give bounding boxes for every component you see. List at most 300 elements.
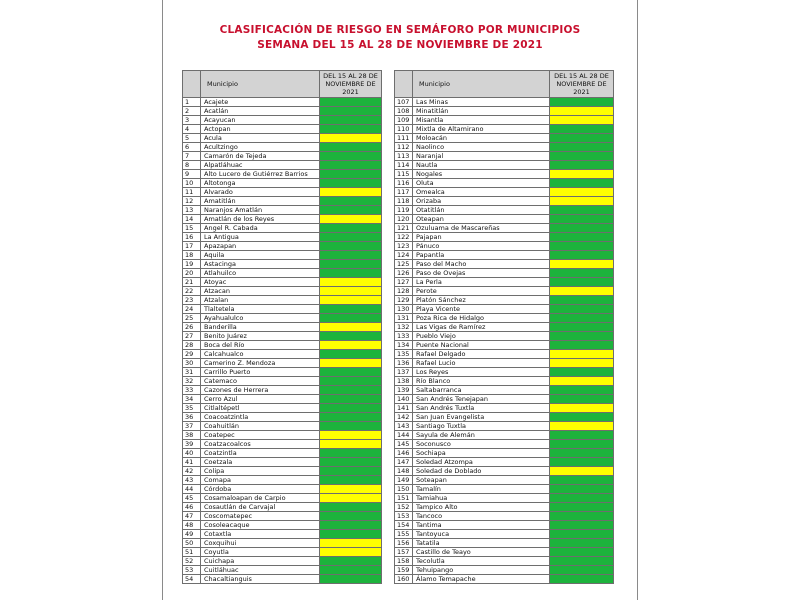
table-row bbox=[395, 260, 614, 269]
row-number: 131 bbox=[395, 314, 413, 323]
table-row bbox=[183, 224, 382, 233]
semaforo-cell bbox=[320, 503, 382, 512]
municipio-name: Río Blanco bbox=[413, 377, 550, 386]
table-row bbox=[183, 287, 382, 296]
municipio-name: Coacoatzintla bbox=[201, 413, 320, 422]
municipio-name: Soconusco bbox=[413, 440, 550, 449]
municipio-name: Atlahuilco bbox=[201, 269, 320, 278]
table-row bbox=[183, 152, 382, 161]
semaforo-cell bbox=[320, 386, 382, 395]
municipio-name: Atoyac bbox=[201, 278, 320, 287]
semaforo-cell bbox=[320, 539, 382, 548]
municipio-name: Tamiahua bbox=[413, 494, 550, 503]
row-number: 12 bbox=[183, 197, 201, 206]
table-row bbox=[183, 197, 382, 206]
municipio-name: Acayucan bbox=[201, 116, 320, 125]
table-row bbox=[395, 125, 614, 134]
row-number: 25 bbox=[183, 314, 201, 323]
semaforo-cell bbox=[550, 107, 614, 116]
row-number: 145 bbox=[395, 440, 413, 449]
semaforo-cell bbox=[320, 98, 382, 107]
semaforo-cell bbox=[320, 404, 382, 413]
semaforo-cell bbox=[550, 422, 614, 431]
table-row bbox=[395, 404, 614, 413]
row-number: 7 bbox=[183, 152, 201, 161]
row-number: 8 bbox=[183, 161, 201, 170]
semaforo-cell bbox=[550, 188, 614, 197]
row-number: 16 bbox=[183, 233, 201, 242]
semaforo-cell bbox=[320, 476, 382, 485]
semaforo-cell bbox=[320, 458, 382, 467]
municipio-name: Cuichapa bbox=[201, 557, 320, 566]
row-number: 42 bbox=[183, 467, 201, 476]
table-row bbox=[395, 296, 614, 305]
municipio-name: Pajapan bbox=[413, 233, 550, 242]
table-row bbox=[183, 179, 382, 188]
semaforo-cell bbox=[550, 440, 614, 449]
row-number: 118 bbox=[395, 197, 413, 206]
municipio-name: Tecolutla bbox=[413, 557, 550, 566]
semaforo-cell bbox=[320, 206, 382, 215]
municipio-name: Ayahualulco bbox=[201, 314, 320, 323]
municipio-name: Nautla bbox=[413, 161, 550, 170]
semaforo-cell bbox=[320, 287, 382, 296]
semaforo-cell bbox=[320, 575, 382, 584]
table-row bbox=[395, 503, 614, 512]
table-row bbox=[395, 566, 614, 575]
table-header-row bbox=[395, 71, 614, 98]
semaforo-cell bbox=[550, 278, 614, 287]
table-row bbox=[395, 287, 614, 296]
table-row bbox=[183, 422, 382, 431]
municipio-name: Coatzacoalcos bbox=[201, 440, 320, 449]
municipio-name: Soteapan bbox=[413, 476, 550, 485]
municipio-name: Tlaltetela bbox=[201, 305, 320, 314]
page-border-right bbox=[637, 0, 638, 600]
table-row bbox=[395, 548, 614, 557]
row-number: 33 bbox=[183, 386, 201, 395]
municipio-name: Tantoyuca bbox=[413, 530, 550, 539]
semaforo-cell bbox=[550, 548, 614, 557]
table-row bbox=[395, 512, 614, 521]
row-number: 13 bbox=[183, 206, 201, 215]
semaforo-cell bbox=[550, 413, 614, 422]
header-period: DEL 15 AL 28 DE NOVIEMBRE DE 2021 bbox=[550, 71, 614, 98]
row-number: 9 bbox=[183, 170, 201, 179]
row-number: 160 bbox=[395, 575, 413, 584]
semaforo-cell bbox=[550, 134, 614, 143]
header-number bbox=[395, 71, 413, 98]
semaforo-cell bbox=[320, 512, 382, 521]
row-number: 27 bbox=[183, 332, 201, 341]
row-number: 150 bbox=[395, 485, 413, 494]
semaforo-cell bbox=[550, 503, 614, 512]
municipio-name: Actopan bbox=[201, 125, 320, 134]
row-number: 14 bbox=[183, 215, 201, 224]
semaforo-cell bbox=[320, 233, 382, 242]
municipio-name: Colipa bbox=[201, 467, 320, 476]
table-row bbox=[183, 530, 382, 539]
row-number: 146 bbox=[395, 449, 413, 458]
table-row bbox=[395, 557, 614, 566]
municipio-name: Cosamaloapan de Carpio bbox=[201, 494, 320, 503]
semaforo-cell bbox=[550, 341, 614, 350]
table-row bbox=[395, 161, 614, 170]
municipio-name: Soledad Atzompa bbox=[413, 458, 550, 467]
row-number: 136 bbox=[395, 359, 413, 368]
row-number: 142 bbox=[395, 413, 413, 422]
row-number: 48 bbox=[183, 521, 201, 530]
municipio-name: Álamo Temapache bbox=[413, 575, 550, 584]
row-number: 153 bbox=[395, 512, 413, 521]
municipio-name: Tampico Alto bbox=[413, 503, 550, 512]
table-row bbox=[183, 323, 382, 332]
table-row bbox=[395, 332, 614, 341]
municipio-name: San Andrés Tenejapan bbox=[413, 395, 550, 404]
municipio-name: Coahuitlán bbox=[201, 422, 320, 431]
table-row bbox=[395, 485, 614, 494]
municipio-name: Alto Lucero de Gutiérrez Barrios bbox=[201, 170, 320, 179]
municipio-name: Paso de Ovejas bbox=[413, 269, 550, 278]
table-row bbox=[183, 539, 382, 548]
semaforo-cell bbox=[320, 395, 382, 404]
table-row bbox=[183, 341, 382, 350]
municipio-name: San Juan Evangelista bbox=[413, 413, 550, 422]
table-row bbox=[183, 512, 382, 521]
semaforo-cell bbox=[320, 143, 382, 152]
semaforo-cell bbox=[320, 215, 382, 224]
row-number: 127 bbox=[395, 278, 413, 287]
municipio-name: Orizaba bbox=[413, 197, 550, 206]
municipio-name: Aquila bbox=[201, 251, 320, 260]
municipio-name: Pueblo Viejo bbox=[413, 332, 550, 341]
semaforo-cell bbox=[320, 548, 382, 557]
row-number: 19 bbox=[183, 260, 201, 269]
table-row bbox=[183, 521, 382, 530]
semaforo-cell bbox=[550, 359, 614, 368]
municipio-name: Amatlán de los Reyes bbox=[201, 215, 320, 224]
municipio-name: Omealca bbox=[413, 188, 550, 197]
municipio-name: Coscomatepec bbox=[201, 512, 320, 521]
municipio-name: Catemaco bbox=[201, 377, 320, 386]
row-number: 128 bbox=[395, 287, 413, 296]
table-row bbox=[183, 134, 382, 143]
municipio-name: Puente Nacional bbox=[413, 341, 550, 350]
semaforo-cell bbox=[320, 557, 382, 566]
table-row bbox=[395, 476, 614, 485]
row-number: 24 bbox=[183, 305, 201, 314]
row-number: 141 bbox=[395, 404, 413, 413]
row-number: 22 bbox=[183, 287, 201, 296]
row-number: 140 bbox=[395, 395, 413, 404]
table-row bbox=[395, 170, 614, 179]
row-number: 130 bbox=[395, 305, 413, 314]
table-row bbox=[183, 296, 382, 305]
municipio-name: Poza Rica de Hidalgo bbox=[413, 314, 550, 323]
row-number: 116 bbox=[395, 179, 413, 188]
table-row bbox=[395, 467, 614, 476]
row-number: 143 bbox=[395, 422, 413, 431]
semaforo-cell bbox=[320, 332, 382, 341]
semaforo-cell bbox=[550, 179, 614, 188]
row-number: 112 bbox=[395, 143, 413, 152]
row-number: 111 bbox=[395, 134, 413, 143]
row-number: 46 bbox=[183, 503, 201, 512]
row-number: 18 bbox=[183, 251, 201, 260]
row-number: 35 bbox=[183, 404, 201, 413]
semaforo-cell bbox=[320, 422, 382, 431]
semaforo-cell bbox=[550, 476, 614, 485]
municipio-name: Mixtla de Altamirano bbox=[413, 125, 550, 134]
table-row bbox=[183, 206, 382, 215]
row-number: 157 bbox=[395, 548, 413, 557]
table-row bbox=[395, 242, 614, 251]
municipio-name: Carrillo Puerto bbox=[201, 368, 320, 377]
row-number: 148 bbox=[395, 467, 413, 476]
semaforo-cell bbox=[550, 377, 614, 386]
table-row bbox=[395, 377, 614, 386]
row-number: 129 bbox=[395, 296, 413, 305]
municipio-name: Altotonga bbox=[201, 179, 320, 188]
municipio-name: Papantla bbox=[413, 251, 550, 260]
semaforo-cell bbox=[550, 458, 614, 467]
row-number: 44 bbox=[183, 485, 201, 494]
municipio-name: Tatatila bbox=[413, 539, 550, 548]
row-number: 147 bbox=[395, 458, 413, 467]
table-row bbox=[395, 458, 614, 467]
table-row bbox=[395, 224, 614, 233]
municipio-name: Calcahualco bbox=[201, 350, 320, 359]
municipio-name: Córdoba bbox=[201, 485, 320, 494]
semaforo-cell bbox=[550, 143, 614, 152]
semaforo-cell bbox=[550, 575, 614, 584]
municipio-name: Atzalan bbox=[201, 296, 320, 305]
municipio-name: Soledad de Doblado bbox=[413, 467, 550, 476]
semaforo-cell bbox=[320, 278, 382, 287]
row-number: 113 bbox=[395, 152, 413, 161]
municipio-name: Naranjos Amatlán bbox=[201, 206, 320, 215]
row-number: 10 bbox=[183, 179, 201, 188]
row-number: 121 bbox=[395, 224, 413, 233]
municipio-name: Paso del Macho bbox=[413, 260, 550, 269]
row-number: 125 bbox=[395, 260, 413, 269]
table-header-row bbox=[183, 71, 382, 98]
table-row bbox=[183, 548, 382, 557]
row-number: 51 bbox=[183, 548, 201, 557]
table-row bbox=[395, 350, 614, 359]
row-number: 4 bbox=[183, 125, 201, 134]
table-row bbox=[395, 98, 614, 107]
row-number: 107 bbox=[395, 98, 413, 107]
semaforo-cell bbox=[320, 161, 382, 170]
municipio-name: Sochiapa bbox=[413, 449, 550, 458]
municipio-name: Acula bbox=[201, 134, 320, 143]
row-number: 134 bbox=[395, 341, 413, 350]
row-number: 29 bbox=[183, 350, 201, 359]
municipio-name: Castillo de Teayo bbox=[413, 548, 550, 557]
semaforo-cell bbox=[550, 404, 614, 413]
row-number: 53 bbox=[183, 566, 201, 575]
row-number: 3 bbox=[183, 116, 201, 125]
row-number: 114 bbox=[395, 161, 413, 170]
table-row bbox=[183, 566, 382, 575]
semaforo-cell bbox=[550, 368, 614, 377]
municipio-name: Camerino Z. Mendoza bbox=[201, 359, 320, 368]
semaforo-cell bbox=[320, 152, 382, 161]
municipio-name: Coetzala bbox=[201, 458, 320, 467]
table-row bbox=[395, 413, 614, 422]
municipio-name: Banderilla bbox=[201, 323, 320, 332]
table-row bbox=[395, 575, 614, 584]
semaforo-cell bbox=[320, 323, 382, 332]
row-number: 138 bbox=[395, 377, 413, 386]
municipios-table-left bbox=[182, 70, 382, 584]
row-number: 1 bbox=[183, 98, 201, 107]
semaforo-cell bbox=[550, 386, 614, 395]
row-number: 137 bbox=[395, 368, 413, 377]
table-row bbox=[395, 107, 614, 116]
page-border-left bbox=[162, 0, 163, 600]
municipio-name: Atzacan bbox=[201, 287, 320, 296]
row-number: 123 bbox=[395, 242, 413, 251]
row-number: 151 bbox=[395, 494, 413, 503]
table-row bbox=[183, 269, 382, 278]
municipio-name: Tantima bbox=[413, 521, 550, 530]
municipio-name: Moloacán bbox=[413, 134, 550, 143]
table-row bbox=[183, 143, 382, 152]
municipio-name: Misantla bbox=[413, 116, 550, 125]
municipio-name: Angel R. Cabada bbox=[201, 224, 320, 233]
municipio-name: Coxquihui bbox=[201, 539, 320, 548]
table-row bbox=[183, 440, 382, 449]
table-row bbox=[183, 377, 382, 386]
municipio-name: Citlaltépetl bbox=[201, 404, 320, 413]
municipio-name: Cotaxtla bbox=[201, 530, 320, 539]
table-row bbox=[395, 278, 614, 287]
row-number: 36 bbox=[183, 413, 201, 422]
municipio-name: Acajete bbox=[201, 98, 320, 107]
row-number: 120 bbox=[395, 215, 413, 224]
municipio-name: Pánuco bbox=[413, 242, 550, 251]
table-row bbox=[183, 467, 382, 476]
row-number: 124 bbox=[395, 251, 413, 260]
semaforo-cell bbox=[320, 107, 382, 116]
municipio-name: Apazapan bbox=[201, 242, 320, 251]
table-row bbox=[395, 188, 614, 197]
table-row bbox=[183, 575, 382, 584]
table-row bbox=[395, 143, 614, 152]
municipio-name: Cerro Azul bbox=[201, 395, 320, 404]
row-number: 47 bbox=[183, 512, 201, 521]
semaforo-cell bbox=[320, 440, 382, 449]
table-row bbox=[395, 341, 614, 350]
semaforo-cell bbox=[320, 359, 382, 368]
table-row bbox=[183, 161, 382, 170]
semaforo-cell bbox=[550, 206, 614, 215]
table-row bbox=[183, 215, 382, 224]
row-number: 40 bbox=[183, 449, 201, 458]
semaforo-cell bbox=[550, 395, 614, 404]
municipios-table-right bbox=[394, 70, 614, 584]
row-number: 139 bbox=[395, 386, 413, 395]
table-row bbox=[183, 431, 382, 440]
semaforo-cell bbox=[320, 413, 382, 422]
semaforo-cell bbox=[550, 170, 614, 179]
table-row bbox=[183, 485, 382, 494]
semaforo-cell bbox=[320, 242, 382, 251]
header-period: DEL 15 AL 28 DE NOVIEMBRE DE 2021 bbox=[320, 71, 382, 98]
table-row bbox=[395, 179, 614, 188]
semaforo-cell bbox=[320, 521, 382, 530]
semaforo-cell bbox=[320, 179, 382, 188]
semaforo-cell bbox=[320, 305, 382, 314]
table-row bbox=[183, 260, 382, 269]
row-number: 149 bbox=[395, 476, 413, 485]
municipio-name: La Perla bbox=[413, 278, 550, 287]
semaforo-cell bbox=[320, 251, 382, 260]
row-number: 159 bbox=[395, 566, 413, 575]
document-title: CLASIFICACIÓN DE RIESGO EN SEMÁFORO POR MUNICIPIOS bbox=[219, 24, 581, 36]
row-number: 31 bbox=[183, 368, 201, 377]
table-row bbox=[183, 395, 382, 404]
municipio-name: Chacaltianguis bbox=[201, 575, 320, 584]
row-number: 21 bbox=[183, 278, 201, 287]
municipio-name: Coatzintla bbox=[201, 449, 320, 458]
semaforo-cell bbox=[550, 224, 614, 233]
municipio-name: Acatlán bbox=[201, 107, 320, 116]
row-number: 23 bbox=[183, 296, 201, 305]
row-number: 122 bbox=[395, 233, 413, 242]
semaforo-cell bbox=[320, 368, 382, 377]
row-number: 32 bbox=[183, 377, 201, 386]
table-row bbox=[395, 134, 614, 143]
municipio-name: Las Minas bbox=[413, 98, 550, 107]
semaforo-cell bbox=[550, 98, 614, 107]
table-row bbox=[395, 152, 614, 161]
semaforo-cell bbox=[320, 377, 382, 386]
municipio-name: Saltabarranca bbox=[413, 386, 550, 395]
row-number: 144 bbox=[395, 431, 413, 440]
row-number: 117 bbox=[395, 188, 413, 197]
semaforo-cell bbox=[550, 287, 614, 296]
row-number: 156 bbox=[395, 539, 413, 548]
table-row bbox=[395, 323, 614, 332]
semaforo-cell bbox=[320, 350, 382, 359]
row-number: 49 bbox=[183, 530, 201, 539]
municipio-name: Comapa bbox=[201, 476, 320, 485]
row-number: 17 bbox=[183, 242, 201, 251]
semaforo-cell bbox=[550, 116, 614, 125]
semaforo-cell bbox=[320, 449, 382, 458]
table-row bbox=[183, 98, 382, 107]
semaforo-cell bbox=[550, 197, 614, 206]
row-number: 26 bbox=[183, 323, 201, 332]
semaforo-cell bbox=[550, 251, 614, 260]
semaforo-cell bbox=[320, 530, 382, 539]
header-municipio: Municipio bbox=[413, 71, 550, 98]
semaforo-cell bbox=[320, 485, 382, 494]
semaforo-cell bbox=[320, 296, 382, 305]
semaforo-cell bbox=[320, 125, 382, 134]
row-number: 37 bbox=[183, 422, 201, 431]
municipio-name: Acultzingo bbox=[201, 143, 320, 152]
table-row bbox=[183, 386, 382, 395]
municipio-name: San Andrés Tuxtla bbox=[413, 404, 550, 413]
table-row bbox=[183, 494, 382, 503]
semaforo-cell bbox=[550, 323, 614, 332]
semaforo-cell bbox=[550, 431, 614, 440]
municipio-name: Tancoco bbox=[413, 512, 550, 521]
